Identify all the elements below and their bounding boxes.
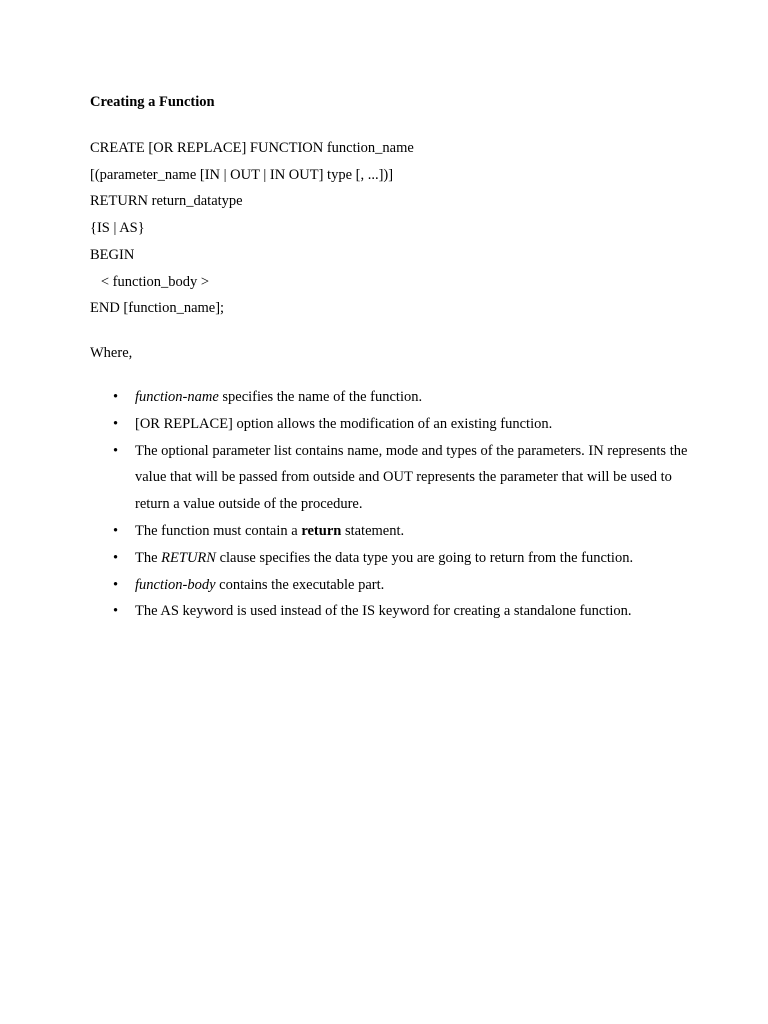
bullet-icon: • bbox=[113, 603, 119, 620]
syntax-line: < function_body > bbox=[90, 273, 210, 290]
bullet-icon: • bbox=[113, 576, 119, 593]
list-item bbox=[90, 438, 690, 518]
syntax-line: END [function_name]; bbox=[90, 300, 225, 317]
keyword-bold: return bbox=[301, 522, 342, 539]
list-item bbox=[90, 384, 690, 411]
where-label: Where, bbox=[90, 344, 133, 361]
item-text: contains the executable part. bbox=[215, 576, 385, 593]
item-text: The AS keyword is used instead of the IS keyword for creating a standalone function. bbox=[135, 603, 632, 620]
term-italic: function-name bbox=[135, 388, 219, 405]
list-item bbox=[90, 545, 690, 572]
syntax-block bbox=[90, 135, 690, 322]
list-item bbox=[90, 411, 690, 438]
list-item bbox=[90, 518, 690, 545]
item-text: The optional parameter list contains name, mode and types of the parameters. IN represents the value that will be passed from outside and OUT represents the parameter that will be used to return a value outside of the procedure. bbox=[135, 442, 688, 513]
bullet-icon: • bbox=[113, 388, 119, 405]
bullet-icon: • bbox=[113, 549, 119, 566]
syntax-line: BEGIN bbox=[90, 246, 135, 263]
syntax-line: RETURN return_datatype bbox=[90, 193, 243, 210]
list-item bbox=[90, 572, 690, 599]
item-text: statement. bbox=[341, 522, 405, 539]
document-page bbox=[90, 92, 690, 625]
item-text: The function must contain a bbox=[135, 522, 302, 539]
item-text: specifies the name of the function. bbox=[218, 388, 423, 405]
item-text: [OR REPLACE] option allows the modification of an existing function. bbox=[135, 415, 553, 432]
syntax-line: CREATE [OR REPLACE] FUNCTION function_name bbox=[90, 140, 414, 156]
item-text: The bbox=[135, 549, 162, 566]
term-italic: function-body bbox=[135, 576, 216, 593]
keyword-italic: RETURN bbox=[161, 549, 216, 566]
bullet-icon: • bbox=[113, 442, 119, 459]
list-item bbox=[90, 598, 690, 625]
item-text: clause specifies the data type you are going to return from the function. bbox=[215, 549, 634, 566]
syntax-line: {IS | AS} bbox=[90, 220, 145, 237]
syntax-line: [(parameter_name [IN | OUT | IN OUT] type [, ...])] bbox=[90, 166, 394, 183]
section-heading: Creating a Function bbox=[90, 94, 215, 110]
bullet-icon: • bbox=[113, 415, 119, 432]
bullet-list bbox=[90, 384, 690, 625]
bullet-icon: • bbox=[113, 522, 119, 539]
